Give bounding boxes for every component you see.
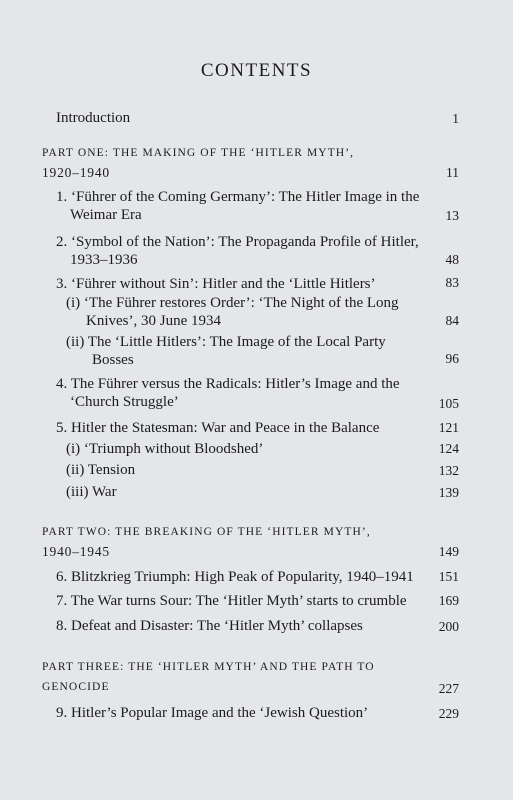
entry-line: Bosses bbox=[92, 352, 134, 368]
page-number: 96 bbox=[445, 351, 459, 366]
part-heading-text: PART TWO: THE BREAKING OF THE ‘HITLER MYTH’, bbox=[42, 526, 371, 538]
entry-line: (i) ‘The Führer restores Order’: ‘The Night of the Long bbox=[66, 295, 399, 311]
toc-subentry[interactable] bbox=[66, 294, 423, 330]
part-heading-text: GENOCIDE bbox=[42, 681, 110, 693]
page-number: 200 bbox=[438, 619, 459, 634]
entry-line: Knives’, 30 June 1934 bbox=[86, 313, 221, 329]
toc-entry[interactable] bbox=[56, 188, 423, 224]
page-number: 11 bbox=[446, 165, 459, 180]
page-title: CONTENTS bbox=[200, 60, 313, 81]
part-years: 1940–1945 bbox=[42, 544, 110, 559]
page-number: 227 bbox=[438, 681, 459, 696]
entry-line: 9. Hitler’s Popular Image and the ‘Jewish Question’ bbox=[56, 705, 369, 721]
entry-line: 5. Hitler the Statesman: War and Peace in the Balance bbox=[56, 420, 380, 436]
toc-entry[interactable] bbox=[56, 617, 423, 635]
entry-line: 2. ‘Symbol of the Nation’: The Propaganda Profile of Hitler, bbox=[56, 234, 419, 250]
toc-entry-introduction[interactable] bbox=[56, 109, 423, 127]
entry-line: (i) ‘Triumph without Bloodshed’ bbox=[66, 441, 264, 457]
entry-label: Introduction bbox=[56, 110, 131, 126]
page-number: 139 bbox=[438, 485, 459, 500]
part-heading-text: PART THREE: THE ‘HITLER MYTH’ AND THE PATH TO bbox=[42, 661, 375, 673]
toc-entry[interactable] bbox=[56, 275, 423, 293]
page-number: 124 bbox=[438, 441, 459, 456]
toc-entry[interactable] bbox=[56, 375, 423, 411]
part-years: 1920–1940 bbox=[42, 165, 110, 180]
page-number: 169 bbox=[438, 593, 459, 608]
entry-line: 4. The Führer versus the Radicals: Hitler’s Image and the bbox=[56, 376, 400, 392]
entry-line: 7. The War turns Sour: The ‘Hitler Myth’ starts to crumble bbox=[56, 593, 407, 609]
page-number: 229 bbox=[438, 706, 459, 721]
toc-subentry[interactable] bbox=[66, 461, 423, 479]
entry-line: 8. Defeat and Disaster: The ‘Hitler Myth’ collapses bbox=[56, 618, 363, 634]
entry-line: 3. ‘Führer without Sin’: Hitler and the ‘Little Hitlers’ bbox=[56, 276, 376, 292]
toc-entry[interactable] bbox=[56, 592, 423, 610]
entry-line: 1. ‘Führer of the Coming Germany’: The Hitler Image in the bbox=[56, 189, 420, 205]
page-number: 83 bbox=[445, 275, 459, 290]
entry-line: 6. Blitzkrieg Triumph: High Peak of Popularity, 1940–1941 bbox=[56, 569, 414, 585]
page-number: 48 bbox=[445, 252, 459, 267]
page-number: 13 bbox=[445, 208, 459, 223]
part-three-heading bbox=[42, 657, 433, 697]
toc-entry[interactable] bbox=[56, 419, 423, 437]
toc-entry[interactable] bbox=[56, 233, 423, 269]
page-number: 151 bbox=[438, 569, 459, 584]
part-heading-text: PART ONE: THE MAKING OF THE ‘HITLER MYTH’, bbox=[42, 147, 355, 159]
entry-line: (ii) The ‘Little Hitlers’: The Image of the Local Party bbox=[66, 334, 386, 350]
toc-subentry[interactable] bbox=[66, 483, 423, 501]
entry-line: 1933–1936 bbox=[70, 252, 138, 268]
toc-entry[interactable] bbox=[56, 704, 423, 722]
page-number: 149 bbox=[438, 544, 459, 559]
page-number: 132 bbox=[438, 463, 459, 478]
entry-line: ‘Church Struggle’ bbox=[70, 394, 179, 410]
toc-subentry[interactable] bbox=[66, 440, 423, 458]
page-number: 105 bbox=[438, 396, 459, 411]
entry-line: (iii) War bbox=[66, 484, 117, 500]
entry-line: (ii) Tension bbox=[66, 462, 136, 478]
part-two-heading bbox=[42, 522, 433, 562]
page-number: 1 bbox=[452, 111, 459, 126]
part-one-heading bbox=[42, 143, 433, 183]
page-number: 121 bbox=[438, 420, 459, 435]
entry-line: Weimar Era bbox=[70, 207, 142, 223]
toc-subentry[interactable] bbox=[66, 333, 423, 369]
toc-entry[interactable] bbox=[56, 568, 423, 586]
page-number: 84 bbox=[445, 313, 459, 328]
